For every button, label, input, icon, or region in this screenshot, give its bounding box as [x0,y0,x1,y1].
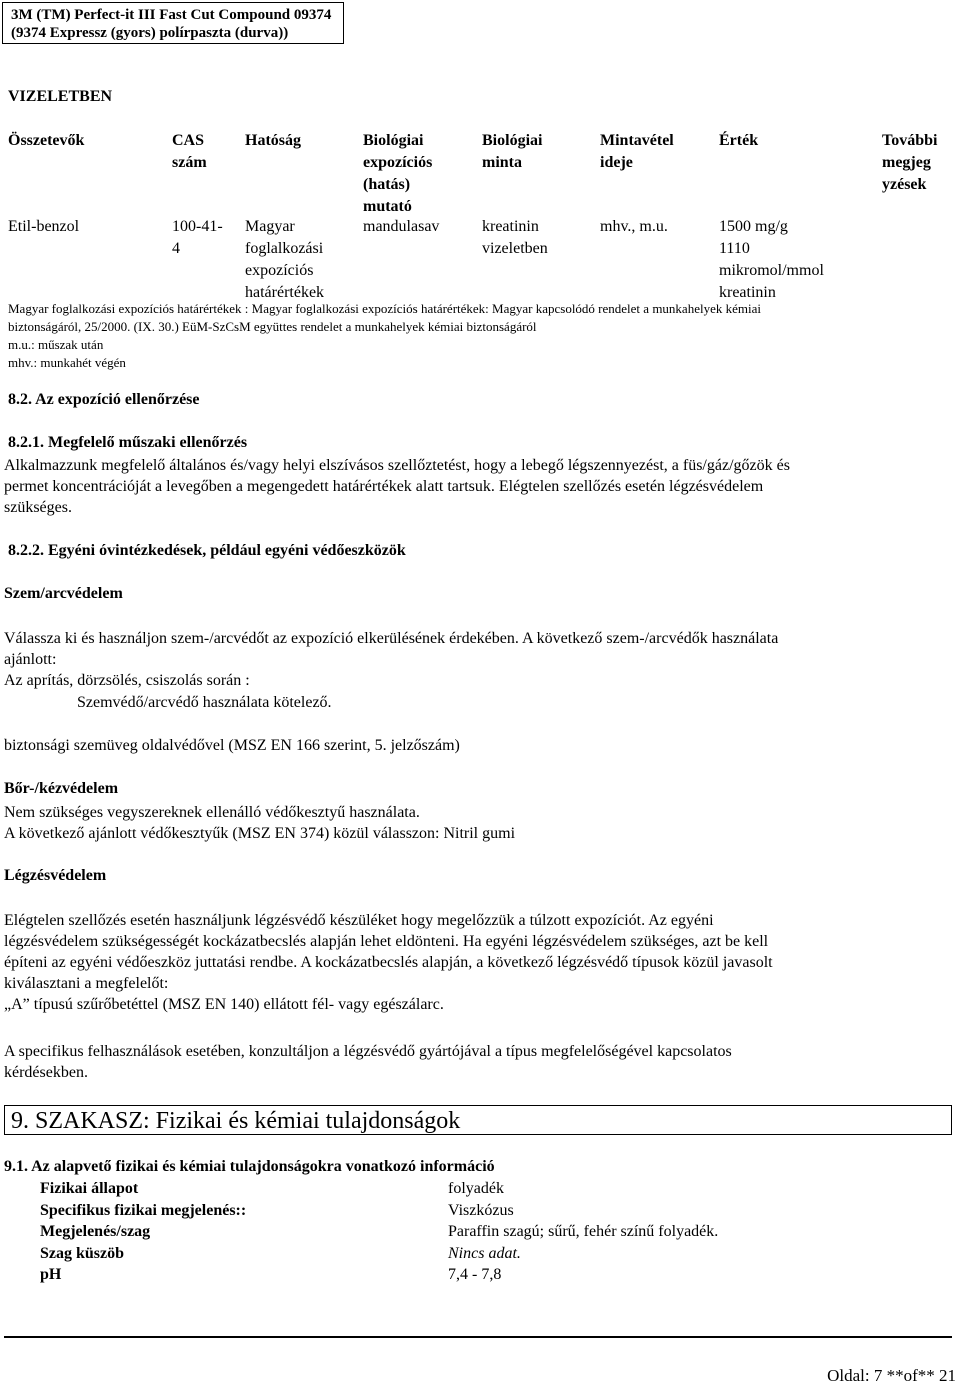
footer-divider [4,1336,952,1338]
eye-protection-mandatory: Szemvédő/arcvédő használata kötelező. [77,694,332,711]
page-number: Oldal: 7 **of** 21 [827,1366,956,1385]
prop-value-ph: 7,4 - 7,8 [448,1266,502,1283]
section-8-2-2-heading: 8.2.2. Egyéni óvintézkedések, például egyéni védőeszközök [8,542,406,559]
col-header-cas: CAS szám [172,132,207,171]
engineering-controls-text: Alkalmazzunk megfelelő általános és/vagy helyi elszívásos szellőztetést, hogy a lebegő légszennyezést, a füs/gáz/gőzök és permet koncentrációját a levegőben a megengedett határértékek alatt tartsuk. Elégtelen szellőzés esetén légzésvédelem szükséges. [4,457,790,516]
cell-cas: 100-41- 4 [172,218,223,257]
respiratory-consult-text: A specifikus felhasználások esetében, konzultáljon a légzésvédő gyártójával a típus megfelelőségével kapcsolatos kérdésekben. [4,1043,732,1081]
product-name: 3M (TM) Perfect-it III Fast Cut Compound 09374 [11,7,332,23]
col-header-indicator: Biológiai expozíciós (hatás) mutató [363,132,433,215]
section-9-title: 9. SZAKASZ: Fizikai és kémiai tulajdonságok [11,1108,461,1134]
table-footnotes: Magyar foglalkozási expozíciós határértékek : Magyar foglalkozási expozíciós határértékek: Magyar kapcsolódó rendelet a munkahelyek kémiai biztonságáról, 25/2000. (IX. 30.) EüM-SzCsM együttes rendelet a munkahelyek kémiai biztonságáról m.u.: műszak után mhv.: munkahét végén [8,301,761,370]
cell-indicator: mandulasav [363,218,440,235]
prop-value-specific-appearance: Viszkózus [448,1202,514,1219]
respiratory-protection-heading: Légzésvédelem [4,867,107,884]
cell-sampling-time: mhv., m.u. [600,218,668,235]
prop-label-physical-state: Fizikai állapot [40,1180,139,1197]
col-header-authority: Hatóság [245,132,301,149]
product-subname: (9374 Expressz (gyors) polírpaszta (durva)) [11,25,289,41]
section-9-1-heading: 9.1. Az alapvető fizikai és kémiai tulajdonságokra vonatkozó információ [4,1158,495,1175]
cell-component: Etil-benzol [8,218,80,235]
document-header [2,2,344,44]
col-header-value: Érték [719,132,759,149]
skin-protection-text: Nem szükséges vegyszereknek ellenálló védőkesztyű használata. A következő ajánlott védőkesztyűk (MSZ EN 374) közül válasszon: Nitril gumi [4,804,516,842]
safety-glasses-text: biztonsági szemüveg oldalvédővel (MSZ EN 166 szerint, 5. jelzőszám) [4,737,460,754]
col-header-notes: További megjeg yzések [882,132,938,193]
eye-protection-text: Válassza ki és használjon szem-/arcvédőt az expozíció elkerülésének érdekében. A következő szem-/arcvédők használata ajánlott: Az aprítás, dörzsölés, csiszolás során : [4,630,779,689]
cell-value: 1500 mg/g 1110 mikromol/mmol kreatinin [719,218,824,301]
subsection-title: VIZELETBEN [8,88,113,105]
cell-authority: Magyar foglalkozási expozíciós határértékek [245,218,325,301]
eye-protection-heading: Szem/arcvédelem [4,585,123,602]
prop-value-odor-threshold: Nincs adat. [448,1245,521,1262]
prop-label-odor-threshold: Szag küszöb [40,1245,125,1262]
prop-value-appearance-odor: Paraffin szagú; sűrű, fehér színű folyadék. [448,1223,719,1240]
col-header-sampling-time: Mintavétel ideje [600,132,674,171]
section-8-2-heading: 8.2. Az expozíció ellenőrzése [8,391,200,408]
cell-sample: kreatinin vizeletben [482,218,548,257]
respiratory-protection-text: Elégtelen szellőzés esetén használjunk légzésvédő készüléket hogy megelőzzük a túlzott expozíciót. Az egyéni légzésvédelem szükségességét kockázatbecslés alapján lehet eldönteni. Ha egyéni légzésvédelem szükséges, azt be kell építeni az egyéni védőeszköz juttatási rendbe. A kockázatbecslés alapján, a következő légzésvédő típusok közül javasolt kiválasztani a megfelelőt: „A” típusú szűrőbetéttel (MSZ EN 140) ellátott fél- vagy egészálarc. [4,912,773,1013]
col-header-component: Összetevők [8,132,85,149]
col-header-sample: Biológiai minta [482,132,543,171]
prop-label-specific-appearance: Specifikus fizikai megjelenés:: [40,1202,247,1219]
prop-label-ph: pH [40,1266,62,1283]
section-8-2-1-heading: 8.2.1. Megfelelő műszaki ellenőrzés [8,434,248,451]
section-9-banner [4,1105,952,1135]
prop-value-physical-state: folyadék [448,1180,504,1197]
prop-label-appearance-odor: Megjelenés/szag [40,1223,151,1240]
skin-protection-heading: Bőr-/kézvédelem [4,780,119,797]
